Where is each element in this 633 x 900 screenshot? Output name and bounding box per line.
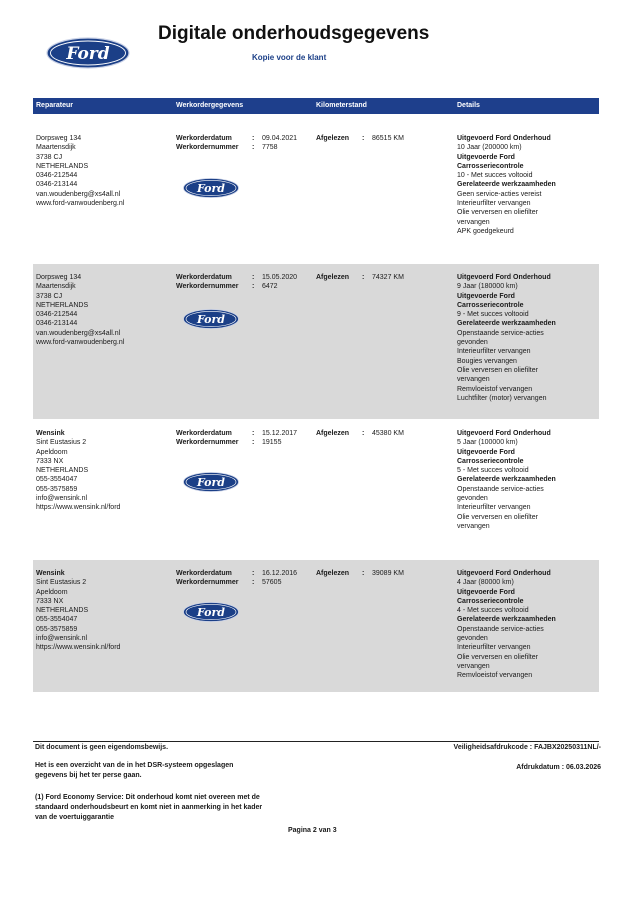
dealer-line: NETHERLANDS bbox=[36, 467, 89, 475]
detail-line: Geen service-acties vereist bbox=[457, 190, 542, 198]
dealer-line: 3738 CJ bbox=[36, 292, 63, 300]
detail-line: Carrosseriecontrole bbox=[457, 597, 524, 605]
detail-line: APK goedgekeurd bbox=[457, 227, 514, 235]
column-header-reparateur: Reparateur bbox=[36, 102, 73, 109]
detail-line: Olie verversen en oliefilter bbox=[457, 653, 538, 661]
colon: : bbox=[252, 135, 255, 142]
workorder-number-value: 57605 bbox=[262, 579, 282, 587]
dealer-line: 0346-212544 bbox=[36, 172, 78, 180]
workorder-number-row bbox=[176, 143, 316, 152]
workorder-number-value: 6472 bbox=[262, 283, 278, 291]
dealer-line: Sint Eustasius 2 bbox=[36, 439, 87, 447]
colon: : bbox=[252, 274, 255, 281]
detail-line: Olie verversen en oliefilter bbox=[457, 209, 538, 217]
dealer-line: Wensink bbox=[36, 430, 65, 437]
security-code: Veiligheidsafdrukcode : FAJBX20250311NL/- bbox=[453, 744, 601, 751]
detail-line: Uitgevoerd Ford Onderhoud bbox=[457, 135, 551, 142]
page-header bbox=[0, 0, 633, 96]
dealer-line: Dorpsweg 134 bbox=[36, 135, 82, 142]
detail-line: gevonden bbox=[457, 635, 488, 643]
dealer-line: 0346-213144 bbox=[36, 181, 78, 189]
colon: : bbox=[362, 135, 365, 142]
dealer-line: 7333 NX bbox=[36, 457, 64, 465]
dealer-line: info@wensink.nl bbox=[36, 495, 88, 503]
detail-line: Interieurfilter vervangen bbox=[457, 504, 531, 512]
detail-line: 10 Jaar (200000 km) bbox=[457, 144, 522, 152]
overview-text-line1: Het is een overzicht van de in het DSR-systeem opgeslagen bbox=[35, 762, 234, 769]
workorder-number-label: Werkordernummer bbox=[176, 144, 239, 152]
detail-line: vervangen bbox=[457, 522, 490, 530]
detail-line: Gerelateerde werkzaamheden bbox=[457, 616, 556, 624]
colon: : bbox=[362, 570, 365, 577]
mileage-label: Afgelezen bbox=[316, 430, 350, 437]
print-date: Afdrukdatum : 06.03.2026 bbox=[516, 764, 601, 771]
dealer-line: 0346-212544 bbox=[36, 311, 78, 319]
workorder-number-value: 7758 bbox=[262, 144, 278, 152]
detail-line: Remvloeistof vervangen bbox=[457, 385, 533, 393]
workorder-date-label: Werkorderdatum bbox=[176, 135, 232, 142]
dealer-line: info@wensink.nl bbox=[36, 635, 88, 643]
column-header-werkordergegevens: Werkordergegevens bbox=[176, 102, 244, 109]
record-row bbox=[33, 420, 599, 559]
workorder-number-label: Werkordernummer bbox=[176, 579, 239, 587]
detail-line: 5 Jaar (100000 km) bbox=[457, 439, 518, 447]
dealer-line: van.woudenberg@xs4all.nl bbox=[36, 329, 121, 337]
detail-line: 9 - Met succes voltooid bbox=[457, 311, 529, 319]
mileage-info bbox=[316, 569, 454, 578]
detail-line: gevonden bbox=[457, 339, 488, 347]
ford-logo-text: Ford bbox=[196, 606, 226, 619]
record-row bbox=[33, 560, 599, 692]
workorder-date-value: 15.05.2020 bbox=[262, 274, 298, 281]
ford-logo-text: Ford bbox=[196, 182, 226, 195]
workorder-number-row bbox=[176, 438, 316, 447]
detail-line: Remvloeistof vervangen bbox=[457, 672, 533, 680]
record-row bbox=[33, 125, 599, 263]
detail-line: 9 Jaar (180000 km) bbox=[457, 283, 518, 291]
service-details bbox=[457, 273, 597, 403]
detail-line: Bougies vervangen bbox=[457, 357, 517, 365]
note-line2: standaard onderhoudsbeurt en komt niet in aanmerking in het kader bbox=[35, 804, 263, 811]
workorder-date-value: 15.12.2017 bbox=[262, 430, 298, 437]
record-row bbox=[33, 264, 599, 419]
dealer-line: Sint Eustasius 2 bbox=[36, 579, 87, 587]
detail-line: Gerelateerde werkzaamheden bbox=[457, 181, 556, 189]
dealer-line: 055-3554047 bbox=[36, 476, 78, 484]
table-header bbox=[33, 98, 599, 114]
ford-logo bbox=[183, 309, 239, 329]
workorder-number-label: Werkordernummer bbox=[176, 283, 239, 291]
mileage-info bbox=[316, 134, 454, 143]
detail-line: gevonden bbox=[457, 495, 488, 503]
dealer-line: Dorpsweg 134 bbox=[36, 274, 82, 281]
dealer-line: Wensink bbox=[36, 570, 65, 577]
dealer-line: NETHERLANDS bbox=[36, 607, 89, 615]
detail-line: 10 - Met succes voltooid bbox=[457, 172, 533, 180]
mileage-label: Afgelezen bbox=[316, 135, 350, 142]
mileage-row bbox=[316, 569, 454, 578]
detail-line: Uitgevoerde Ford bbox=[457, 153, 515, 161]
mileage-value: 39089 KM bbox=[372, 570, 404, 577]
dealer-line: Maartensdijk bbox=[36, 283, 76, 291]
workorder-date-row bbox=[176, 273, 316, 282]
detail-line: vervangen bbox=[457, 218, 490, 226]
workorder-date-label: Werkorderdatum bbox=[176, 430, 232, 437]
dealer-info bbox=[36, 273, 172, 347]
detail-line: 5 - Met succes voltooid bbox=[457, 467, 529, 475]
dealer-line: https://www.wensink.nl/ford bbox=[36, 644, 121, 652]
colon: : bbox=[362, 274, 365, 281]
dealer-info bbox=[36, 134, 172, 208]
detail-line: Olie verversen en oliefilter bbox=[457, 513, 538, 521]
colon: : bbox=[252, 570, 255, 577]
ford-logo bbox=[183, 602, 239, 622]
dealer-line: Maartensdijk bbox=[36, 144, 76, 152]
workorder-info bbox=[176, 429, 316, 448]
detail-line: Interieurfilter vervangen bbox=[457, 348, 531, 356]
mileage-value: 86515 KM bbox=[372, 135, 404, 142]
mileage-row bbox=[316, 429, 454, 438]
mileage-info bbox=[316, 429, 454, 438]
workorder-number-label: Werkordernummer bbox=[176, 439, 239, 447]
detail-line: Olie verversen en oliefilter bbox=[457, 366, 538, 374]
footer-divider bbox=[33, 741, 599, 742]
ford-logo bbox=[183, 472, 239, 492]
workorder-date-row bbox=[176, 134, 316, 143]
workorder-info bbox=[176, 273, 316, 292]
service-details bbox=[457, 569, 597, 681]
workorder-number-row bbox=[176, 282, 316, 291]
workorder-number-value: 19155 bbox=[262, 439, 282, 447]
column-header-details: Details bbox=[457, 102, 480, 109]
detail-line: Uitgevoerde Ford bbox=[457, 588, 515, 596]
dealer-line: 055-3554047 bbox=[36, 616, 78, 624]
dealer-line: 0346-213144 bbox=[36, 320, 78, 328]
dealer-line: www.ford-vanwoudenberg.nl bbox=[36, 200, 125, 208]
page-title: Digitale onderhoudsgegevens bbox=[158, 23, 430, 44]
ford-logo-text: Ford bbox=[196, 313, 226, 326]
ford-logo-text: Ford bbox=[66, 44, 110, 64]
detail-line: Uitgevoerde Ford bbox=[457, 448, 515, 456]
dealer-line: Apeldoom bbox=[36, 588, 68, 596]
detail-line: Carrosseriecontrole bbox=[457, 457, 524, 465]
detail-line: 4 Jaar (80000 km) bbox=[457, 579, 514, 587]
workorder-date-row bbox=[176, 429, 316, 438]
detail-line: vervangen bbox=[457, 376, 490, 384]
workorder-date-label: Werkorderdatum bbox=[176, 570, 232, 577]
workorder-number-row bbox=[176, 578, 316, 587]
dealer-line: 7333 NX bbox=[36, 597, 64, 605]
workorder-date-row bbox=[176, 569, 316, 578]
ford-logo-text: Ford bbox=[196, 476, 226, 489]
colon: : bbox=[252, 283, 255, 291]
colon: : bbox=[252, 144, 255, 152]
detail-line: Carrosseriecontrole bbox=[457, 162, 524, 170]
dealer-line: van.woudenberg@xs4all.nl bbox=[36, 190, 121, 198]
dealer-line: 055-3575859 bbox=[36, 625, 78, 633]
colon: : bbox=[252, 579, 255, 587]
mileage-label: Afgelezen bbox=[316, 570, 350, 577]
workorder-info bbox=[176, 569, 316, 588]
colon: : bbox=[252, 439, 255, 447]
dealer-line: 055-3575859 bbox=[36, 485, 78, 493]
overview-text-line2: gegevens bij het ter perse gaan. bbox=[35, 772, 142, 779]
mileage-row bbox=[316, 134, 454, 143]
dealer-line: https://www.wensink.nl/ford bbox=[36, 504, 121, 512]
detail-line: Openstaande service-acties bbox=[457, 329, 544, 337]
dealer-info bbox=[36, 569, 172, 653]
detail-line: Gerelateerde werkzaamheden bbox=[457, 476, 556, 484]
ford-logo bbox=[46, 37, 130, 69]
detail-line: Interieurfilter vervangen bbox=[457, 644, 531, 652]
mileage-info bbox=[316, 273, 454, 282]
detail-line: Gerelateerde werkzaamheden bbox=[457, 320, 556, 328]
dealer-line: www.ford-vanwoudenberg.nl bbox=[36, 339, 125, 347]
detail-line: Uitgevoerd Ford Onderhoud bbox=[457, 274, 551, 281]
detail-line: Carrosseriecontrole bbox=[457, 301, 524, 309]
service-details bbox=[457, 429, 597, 531]
dealer-info bbox=[36, 429, 172, 513]
page-number: Pagina 2 van 3 bbox=[288, 827, 337, 834]
column-header-kilometerstand: Kilometerstand bbox=[316, 102, 367, 109]
dealer-line: 3738 CJ bbox=[36, 153, 63, 161]
mileage-value: 45380 KM bbox=[372, 430, 404, 437]
page-subtitle: Kopie voor de klant bbox=[252, 53, 327, 62]
dealer-line: NETHERLANDS bbox=[36, 162, 89, 170]
detail-line: Uitgevoerd Ford Onderhoud bbox=[457, 430, 551, 437]
dealer-line: Apeldoom bbox=[36, 448, 68, 456]
ford-logo bbox=[183, 178, 239, 198]
workorder-info bbox=[176, 134, 316, 153]
colon: : bbox=[362, 430, 365, 437]
detail-line: 4 - Met succes voltooid bbox=[457, 607, 529, 615]
footer-disclaimer: Dit document is geen eigendomsbewijs. bbox=[35, 744, 169, 751]
detail-line: Openstaande service-acties bbox=[457, 625, 544, 633]
workorder-date-value: 09.04.2021 bbox=[262, 135, 298, 142]
workorder-date-value: 16.12.2016 bbox=[262, 570, 298, 577]
colon: : bbox=[252, 430, 255, 437]
detail-line: Interieurfilter vervangen bbox=[457, 200, 531, 208]
mileage-row bbox=[316, 273, 454, 282]
detail-line: Uitgevoerd Ford Onderhoud bbox=[457, 570, 551, 577]
service-details bbox=[457, 134, 597, 236]
detail-line: Luchtfilter (motor) vervangen bbox=[457, 394, 547, 402]
note-line1: (1) Ford Economy Service: Dit onderhoud komt niet overeen met de bbox=[35, 794, 260, 801]
workorder-date-label: Werkorderdatum bbox=[176, 274, 232, 281]
detail-line: Openstaande service-acties bbox=[457, 485, 544, 493]
mileage-label: Afgelezen bbox=[316, 274, 350, 281]
note-line3: van de voertuiggarantie bbox=[35, 814, 114, 821]
dealer-line: NETHERLANDS bbox=[36, 301, 89, 309]
detail-line: vervangen bbox=[457, 662, 490, 670]
detail-line: Uitgevoerde Ford bbox=[457, 292, 515, 300]
mileage-value: 74327 KM bbox=[372, 274, 404, 281]
